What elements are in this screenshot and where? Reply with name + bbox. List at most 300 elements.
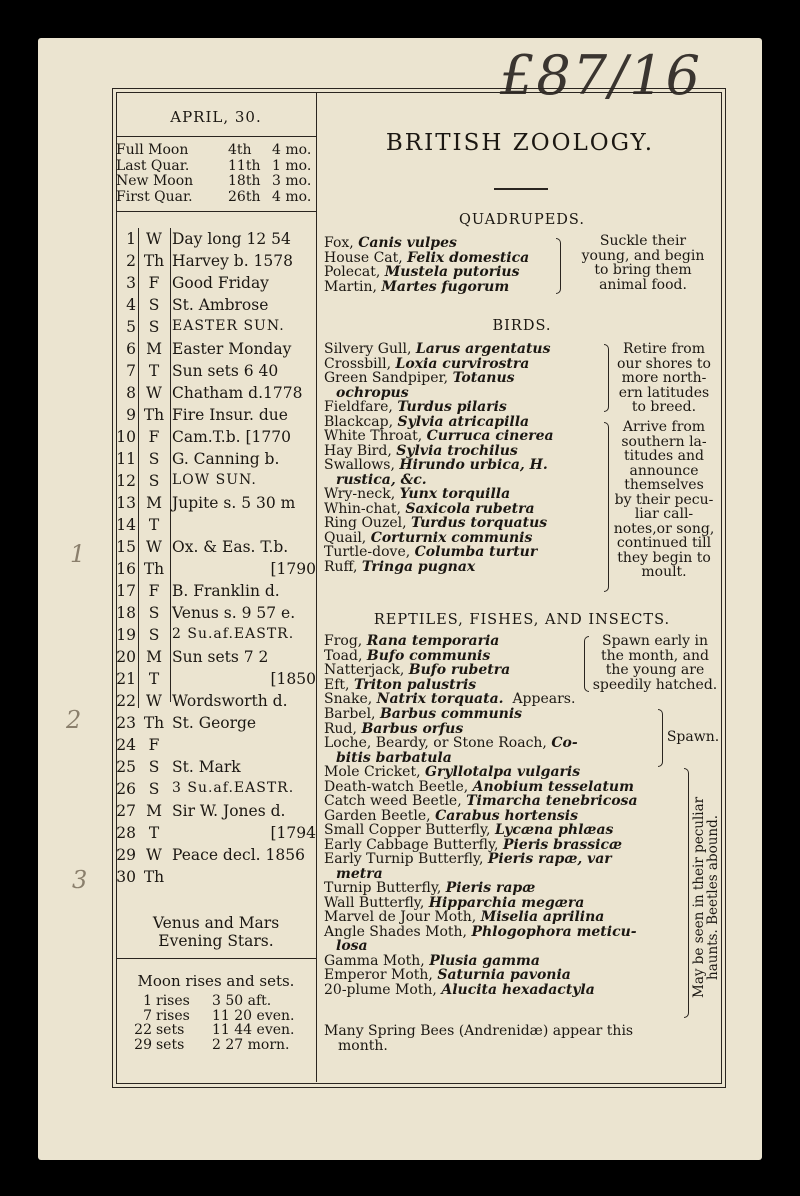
insect-entry <box>324 794 638 809</box>
note-line: the month, and <box>601 647 709 664</box>
common-name: Garden Beetle, <box>324 807 431 824</box>
latin-name: Hipparchia megæra <box>428 894 585 911</box>
day-number: 2 <box>126 252 136 270</box>
day-number: 6 <box>126 340 136 358</box>
bird-entry <box>324 473 554 488</box>
day-row <box>116 450 316 472</box>
day-event: Venus s. 9 57 e. <box>172 604 296 622</box>
insect-entry <box>324 823 638 838</box>
common-name: Catch weed Beetle, <box>324 793 462 809</box>
rule <box>116 136 316 137</box>
latin-name: Felix domestica <box>407 249 530 266</box>
month-title: APRIL, 30. <box>170 108 262 126</box>
reptile-entry <box>324 663 510 678</box>
weekday: S <box>148 626 160 644</box>
reptiles-note <box>590 634 720 692</box>
bird-entry <box>324 400 554 415</box>
common-name: Death-watch Beetle, <box>324 778 469 795</box>
latin-name: Curruca cinerea <box>426 428 554 444</box>
weekday: Th <box>143 868 165 886</box>
day-row <box>116 868 316 890</box>
insect-entry <box>324 765 638 780</box>
day-row <box>116 626 316 648</box>
latin-name: Rana temporaria <box>366 633 500 649</box>
note-line: Arrive from <box>622 419 706 435</box>
insect-entry <box>324 852 638 867</box>
day-row <box>116 230 316 252</box>
quadrupeds-note <box>566 234 720 292</box>
common-name: Blackcap, <box>324 413 394 430</box>
latin-name: Barbus orfus <box>361 720 464 737</box>
bird-entry <box>324 502 554 517</box>
bird-entry <box>324 444 554 459</box>
section-birds: BIRDS. <box>492 318 552 334</box>
day-row <box>116 318 316 340</box>
day-number: 14 <box>116 516 136 534</box>
common-name: Turnip Butterfly, <box>324 880 442 896</box>
common-name: Silvery Gull, <box>324 341 412 357</box>
insects-note <box>692 772 728 1022</box>
moon-day: 7 <box>143 1007 152 1024</box>
common-name: Fieldfare, <box>324 399 393 415</box>
common-name: House Cat, <box>324 249 403 266</box>
latin-name: Co- <box>551 735 578 751</box>
title-rule <box>494 188 548 190</box>
weekday: Th <box>143 406 165 424</box>
moon-row <box>130 994 294 1009</box>
note-line: notes,or song, <box>613 520 715 537</box>
moon-row <box>130 1009 294 1024</box>
note-line: speedily hatched. <box>592 676 718 693</box>
day-row <box>116 516 316 538</box>
common-name: Whin-chat, <box>324 500 401 517</box>
day-event: [1850 <box>270 670 316 688</box>
birds-note-retire <box>608 342 720 415</box>
brace <box>684 768 689 1018</box>
note-line: more north- <box>621 370 707 386</box>
insect-entry <box>324 910 638 925</box>
insect-entry <box>324 954 638 969</box>
weekday: T <box>148 362 160 380</box>
day-number: 28 <box>116 824 136 842</box>
moon-phase-row <box>116 159 316 175</box>
weekday: M <box>146 494 162 512</box>
weekday: W <box>146 384 162 402</box>
common-name: Martin, <box>324 278 377 295</box>
latin-name: Bufo communis <box>366 647 491 664</box>
weekday: F <box>148 428 160 446</box>
bird-entry <box>324 516 554 531</box>
latin-name: Loxia curvirostra <box>395 355 530 372</box>
latin-name: Tringa pugnax <box>361 558 476 575</box>
moon-row <box>130 1023 294 1038</box>
insect-entry <box>324 780 638 795</box>
latin-name: Lycæna phlæas <box>494 822 614 838</box>
bird-entry <box>324 560 554 575</box>
common-name: Barbel, <box>324 706 376 722</box>
day-event: St. Mark <box>172 758 241 776</box>
moon-time: 2 27 morn. <box>212 1036 290 1053</box>
weekday: T <box>148 670 160 688</box>
latin-name: Pieris rapæ <box>445 880 536 896</box>
day-number: 16 <box>116 560 136 578</box>
latin-name: Miselia aprilina <box>480 909 605 925</box>
weekday: S <box>148 318 160 336</box>
common-name: Angle Shades Moth, <box>324 923 467 940</box>
latin-name: Triton palustris <box>353 676 477 693</box>
reptile-entry <box>324 678 510 693</box>
day-number: 15 <box>116 538 136 556</box>
latin-name: Pieris brassicæ <box>502 836 623 853</box>
day-number: 19 <box>116 626 136 644</box>
reptile-entry <box>324 649 510 664</box>
common-name: Wry-neck, <box>324 486 396 502</box>
day-event: LOW SUN. <box>172 472 257 488</box>
day-number: 27 <box>116 802 136 820</box>
quadruped-entry <box>324 265 529 280</box>
weekday: S <box>148 296 160 314</box>
bird-entry <box>324 487 554 502</box>
weekday: S <box>148 758 160 776</box>
note-line: themselves <box>624 477 704 493</box>
moon-kind: sets <box>156 1022 185 1038</box>
day-row <box>116 780 316 802</box>
day-event: Fire Insur. due <box>172 406 288 424</box>
weekday: T <box>148 516 160 534</box>
latin-name: Saturnia pavonia <box>437 967 571 983</box>
common-name: Hay Bird, <box>324 442 392 459</box>
common-name: Emperor Moth, <box>324 967 433 983</box>
bird-entry <box>324 429 554 444</box>
day-event: B. Franklin d. <box>172 582 280 600</box>
day-row <box>116 758 316 780</box>
moon-day: 1 <box>143 993 152 1009</box>
note-line: by their pecu- <box>614 491 714 508</box>
latin-name: Columba turtur <box>414 544 538 560</box>
latin-name: Turdus pilaris <box>397 399 507 415</box>
day-event: Jupite s. 5 30 m <box>172 494 296 512</box>
common-name: Turtle-dove, <box>324 544 411 560</box>
day-row <box>116 714 316 736</box>
weekday: W <box>146 846 162 864</box>
latin-name: bitis barbatula <box>336 749 452 766</box>
day-number: 29 <box>116 846 136 864</box>
fish-entry <box>324 722 578 737</box>
common-name: Fox, <box>324 235 354 251</box>
section-quadrupeds: QUADRUPEDS. <box>459 212 585 228</box>
note-line: announce <box>629 462 699 479</box>
day-number: 1 <box>126 230 136 248</box>
day-row <box>116 582 316 604</box>
latin-name: Pieris rapæ, var <box>487 851 612 867</box>
insect-entry <box>324 925 638 940</box>
fish-entry <box>324 751 578 766</box>
brace <box>658 709 663 767</box>
day-number: 3 <box>126 274 136 292</box>
day-event: Chatham d.1778 <box>172 384 303 402</box>
moon-time: 3 50 aft. <box>212 993 272 1009</box>
latin-name: metra <box>336 865 383 882</box>
day-event: [1790 <box>270 560 316 578</box>
note-line: Spawn early in <box>601 633 708 649</box>
day-event: Ox. & Eas. T.b. <box>172 538 289 556</box>
note-line: to breed. <box>631 399 697 415</box>
day-event: St. George <box>172 714 257 732</box>
day-number: 26 <box>116 780 136 798</box>
latin-name: rustica, &c. <box>336 471 427 488</box>
moon-kind: rises <box>156 1007 190 1024</box>
margin-mark-3: 3 <box>72 866 88 894</box>
note-line: they begin to <box>617 549 711 566</box>
moon-phases <box>116 143 316 205</box>
phase-day: 18th <box>228 173 261 189</box>
weekday: Th <box>143 252 165 270</box>
latin-name: Barbus communis <box>379 706 523 722</box>
weekday: W <box>146 230 162 248</box>
day-row <box>116 802 316 824</box>
common-name: Gamma Moth, <box>324 952 425 969</box>
latin-name: Corturnix communis <box>370 529 533 546</box>
phase-name: Full Moon <box>116 142 189 158</box>
bird-entry <box>324 415 554 430</box>
snake-line: Snake, Natrix torquata. Appears. <box>324 691 576 707</box>
insect-entry <box>324 881 638 896</box>
weekday: T <box>148 824 160 842</box>
day-number: 5 <box>126 318 136 336</box>
note-line: titudes and <box>624 448 704 464</box>
weekday: M <box>146 340 162 358</box>
weekday: S <box>148 472 160 490</box>
weekday: S <box>148 450 160 468</box>
day-event: Cam.T.b. [1770 <box>172 428 291 446</box>
day-row <box>116 274 316 296</box>
day-row <box>116 560 316 582</box>
latin-name: Martes fugorum <box>381 278 510 295</box>
insect-entry <box>324 838 638 853</box>
day-row <box>116 406 316 428</box>
day-number: 7 <box>126 362 136 380</box>
day-number: 10 <box>116 428 136 446</box>
latin-name: Totanus <box>452 370 515 386</box>
common-name: Ruff, <box>324 558 358 575</box>
insect-entry <box>324 983 638 998</box>
day-event: G. Canning b. <box>172 450 280 468</box>
day-number: 12 <box>116 472 136 490</box>
day-event: Sun sets 6 40 <box>172 362 279 380</box>
latin-name: Mustela putorius <box>384 264 520 280</box>
common-name: Natterjack, <box>324 662 405 678</box>
day-event: Sun sets 7 2 <box>172 648 269 666</box>
note-line: to bring them <box>594 262 692 278</box>
common-name: Early Turnip Butterfly, <box>324 851 484 867</box>
weekday: S <box>148 780 160 798</box>
common-name: Green Sandpiper, <box>324 370 449 386</box>
day-event: Wordsworth d. <box>172 692 288 710</box>
day-number: 21 <box>116 670 136 688</box>
day-row <box>116 296 316 318</box>
latin-name: Carabus hortensis <box>435 807 579 824</box>
day-event: Sir W. Jones d. <box>172 802 286 820</box>
phase-day: 26th <box>228 188 261 205</box>
rule <box>116 211 316 212</box>
common-name: Small Copper Butterfly, <box>324 822 491 838</box>
common-name: Mole Cricket, <box>324 764 421 780</box>
latin-name: Hirundo urbica, H. <box>399 457 548 473</box>
latin-name: Yunx torquilla <box>399 486 511 502</box>
latin-name: Anobium tesselatum <box>472 778 634 795</box>
common-name: Wall Butterfly, <box>324 894 425 911</box>
day-row <box>116 428 316 450</box>
day-event: Peace decl. 1856 <box>172 846 305 864</box>
day-event: Harvey b. 1578 <box>172 252 294 270</box>
section-reptiles: REPTILES, FISHES, AND INSECTS. <box>373 612 671 628</box>
brace <box>584 636 589 692</box>
insect-entry <box>324 809 638 824</box>
latin-name: Larus argentatus <box>415 341 551 357</box>
weekday: M <box>146 802 162 820</box>
latin-name: Phlogophora meticu- <box>471 923 637 940</box>
note-line: the young are <box>605 662 705 678</box>
day-number: 17 <box>116 582 136 600</box>
common-name: Eft, <box>324 676 350 693</box>
insect-entry <box>324 896 638 911</box>
moon-time: 11 20 even. <box>212 1007 295 1024</box>
day-event: Day long 12 54 <box>172 230 291 248</box>
day-event: Easter Monday <box>172 340 292 358</box>
fish-entry <box>324 736 578 751</box>
day-row <box>116 648 316 670</box>
latin-name: Gryllotalpa vulgaris <box>425 764 581 780</box>
insect-entry <box>324 867 638 882</box>
day-number: 24 <box>116 736 136 754</box>
moon-kind: rises <box>156 993 190 1009</box>
quadruped-entry <box>324 251 529 266</box>
note-line: continued till <box>616 535 712 551</box>
phase-name: First Quar. <box>116 188 193 205</box>
phase-day: 11th <box>228 157 261 174</box>
bird-entry <box>324 357 554 372</box>
day-number: 13 <box>116 494 136 512</box>
day-row <box>116 538 316 560</box>
weekday: M <box>146 648 162 666</box>
latin-name: losa <box>336 938 368 954</box>
weekday: F <box>148 582 160 600</box>
day-number: 18 <box>116 604 136 622</box>
phase-time: 4 mo. <box>272 142 312 158</box>
day-event: EASTER SUN. <box>172 318 285 334</box>
note-line: animal food. <box>599 276 687 293</box>
phase-time: 4 mo. <box>272 188 312 205</box>
latin-name: Plusia gamma <box>429 952 540 969</box>
day-event: St. Ambrose <box>172 296 269 314</box>
latin-name: Canis vulpes <box>358 235 457 251</box>
calendar-column <box>116 92 316 1053</box>
phase-name: Last Quar. <box>116 157 190 174</box>
phase-time: 3 mo. <box>272 173 312 189</box>
day-number: 30 <box>116 868 136 886</box>
note-line: liar call- <box>634 506 694 522</box>
day-row <box>116 252 316 274</box>
day-row <box>116 736 316 758</box>
common-name: Ring Ouzel, <box>324 515 407 531</box>
bird-entry <box>324 458 554 473</box>
bird-entry <box>324 531 554 546</box>
common-name: Early Cabbage Butterfly, <box>324 836 499 853</box>
day-number: 8 <box>126 384 136 402</box>
day-row <box>116 362 316 384</box>
moon-row <box>130 1038 294 1053</box>
phase-day: 4th <box>228 142 252 158</box>
day-number: 9 <box>126 406 136 424</box>
latin-name: Saxicola rubetra <box>405 500 535 517</box>
weekday: Th <box>143 560 165 578</box>
day-row <box>116 824 316 846</box>
day-row <box>116 846 316 868</box>
moon-phase-row <box>116 143 316 159</box>
brace <box>556 238 561 294</box>
bird-entry <box>324 545 554 560</box>
day-number: 23 <box>116 714 136 732</box>
latin-name: Sylvia atricapilla <box>397 413 530 430</box>
note-line: moult. <box>641 564 687 580</box>
day-row <box>116 472 316 494</box>
day-number: 25 <box>116 758 136 776</box>
note-line: ern latitudes <box>618 384 710 401</box>
phase-name: New Moon <box>116 173 194 189</box>
reptile-entry <box>324 634 510 649</box>
note-line: southern la- <box>621 433 707 450</box>
common-name: Toad, <box>324 647 363 664</box>
fish-entry <box>324 707 578 722</box>
birds-list <box>324 342 554 574</box>
common-name: Frog, <box>324 633 363 649</box>
column-divider <box>316 92 317 1082</box>
weekday: Th <box>143 714 165 732</box>
insect-entry <box>324 939 638 954</box>
phase-time: 1 mo. <box>272 157 312 174</box>
margin-mark-1: 1 <box>70 540 86 568</box>
day-row <box>116 670 316 692</box>
common-name: Crossbill, <box>324 355 392 372</box>
note-line: young, and begin <box>581 247 705 264</box>
latin-name: Bufo rubetra <box>408 662 511 678</box>
latin-name: ochropus <box>336 384 409 401</box>
reptiles-list <box>324 634 510 692</box>
latin-name: Sylvia trochilus <box>396 442 518 459</box>
common-name: White Throat, <box>324 428 423 444</box>
fishes-list <box>324 707 578 765</box>
moon-kind: sets <box>156 1036 185 1053</box>
margin-mark-2: 2 <box>66 706 82 734</box>
day-number: 22 <box>116 692 136 710</box>
day-event: Good Friday <box>172 274 269 292</box>
moon-table <box>130 994 294 1052</box>
common-name: Swallows, <box>324 457 395 473</box>
day-row <box>116 604 316 626</box>
page-title: BRITISH ZOOLOGY. <box>385 130 655 156</box>
common-name: Quail, <box>324 529 367 546</box>
fishes-note: Spawn. <box>666 729 720 745</box>
day-number: 4 <box>126 296 136 314</box>
quadrupeds-list <box>324 236 529 294</box>
weekday: F <box>148 274 160 292</box>
note-line: haunts. Beetles abound. <box>705 814 721 980</box>
day-row <box>116 494 316 516</box>
day-event: 3 Su.af.EASTR. <box>172 780 295 796</box>
weekday: W <box>146 538 162 556</box>
latin-name: Timarcha tenebricosa <box>466 793 638 809</box>
note-line: May be seen in their peculiar <box>691 796 707 998</box>
